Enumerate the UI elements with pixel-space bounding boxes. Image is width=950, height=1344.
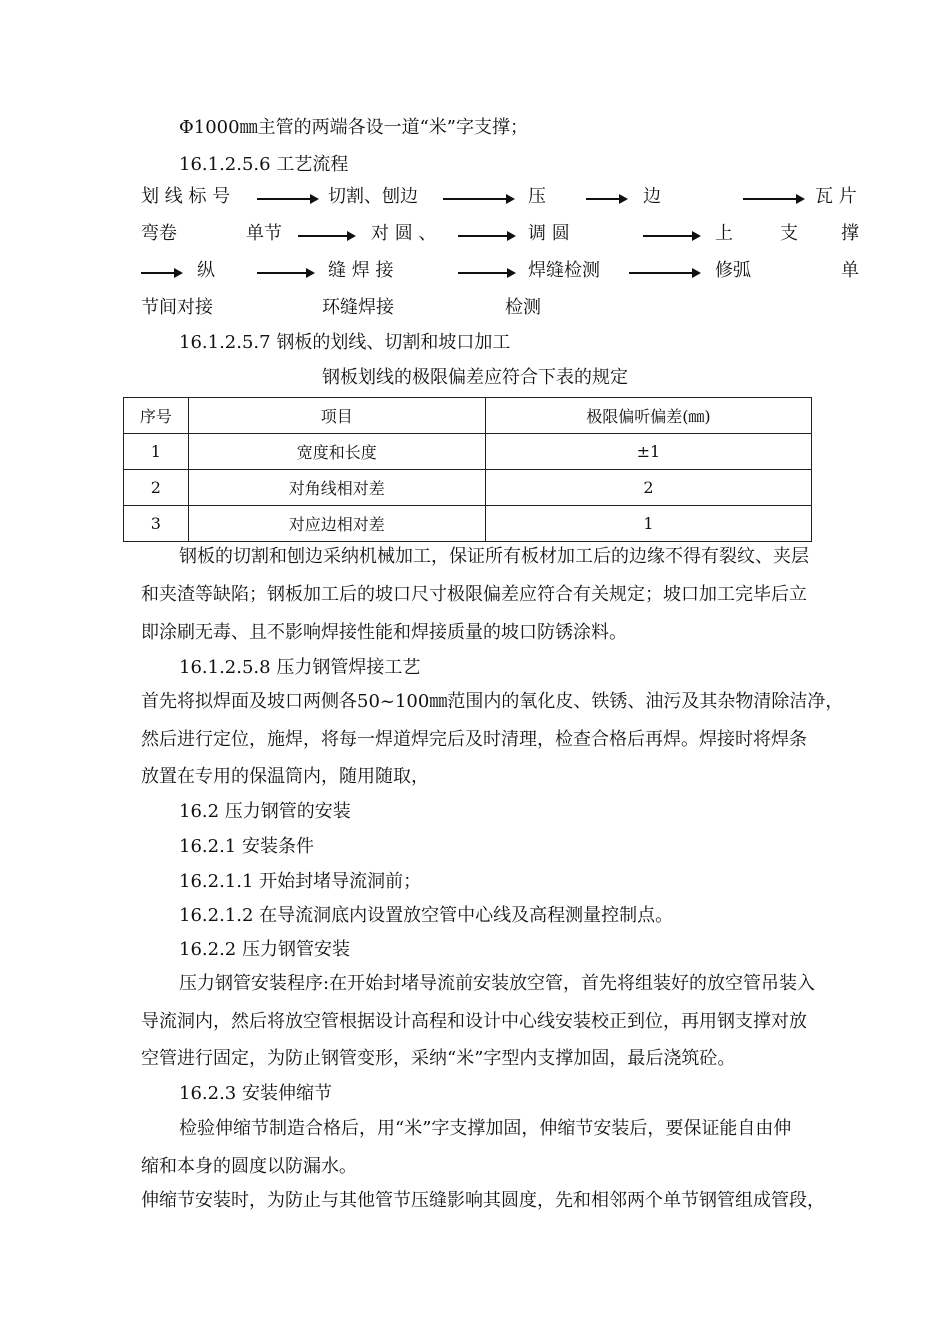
table-row [124, 470, 812, 506]
table-header: 序号 [124, 398, 189, 434]
paragraph-line: 和夹渣等缺陷；钢板加工后的坡口尺寸极限偏差应符合有关规定；坡口加工完毕后立 [141, 584, 807, 605]
arrow-icon [257, 198, 317, 200]
flow-step: 撑 [841, 223, 859, 244]
table-cell: 3 [124, 506, 189, 542]
arrow-icon [257, 272, 313, 274]
flow-step: 划 线 标 号 [141, 186, 231, 207]
section-heading: 16.2 压力钢管的安装 [179, 801, 351, 822]
flow-step: 压 [528, 186, 546, 207]
table-cell: 宽度和长度 [188, 434, 485, 470]
flow-step: 单节 [246, 223, 282, 244]
section-heading: 16.2.1 安装条件 [179, 836, 314, 857]
paragraph-line: 伸缩节安装时，为防止与其他管节压缝影响其圆度，先和相邻两个单节钢管组成管段， [141, 1190, 825, 1211]
table-row [124, 506, 812, 542]
table-header-row [124, 398, 812, 434]
table-cell: 对角线相对差 [188, 470, 485, 506]
table-cell: 2 [485, 470, 811, 506]
flow-step: 节间对接 [141, 297, 213, 318]
paragraph-line: 检验伸缩节制造合格后，用“米”字支撑加固，伸缩节安装后，要保证能自由伸 [179, 1118, 792, 1139]
tolerance-table [123, 397, 812, 542]
arrow-icon [298, 235, 354, 237]
table-cell: 1 [124, 434, 189, 470]
paragraph-line: 钢板的切割和刨边采纳机械加工，保证所有板材加工后的边缘不得有裂纹、夹层 [179, 546, 809, 567]
section-heading: 16.1.2.5.6 工艺流程 [179, 154, 349, 175]
section-heading: 16.2.3 安装伸缩节 [179, 1083, 332, 1104]
flow-step: 调 圆 [528, 223, 570, 244]
flow-step: 边 [643, 186, 661, 207]
paragraph-line: 导流洞内，然后将放空管根据设计高程和设计中心线安装校正到位，再用钢支撑对放 [141, 1011, 807, 1032]
flow-step: 支 [780, 223, 798, 244]
section-heading: 16.2.2 压力钢管安装 [179, 939, 350, 960]
paragraph-line: 16.2.1.2 在导流洞底内设置放空管中心线及高程测量控制点。 [179, 905, 674, 926]
paragraph-line: 16.2.1.1 开始封堵导流洞前； [179, 871, 422, 892]
paragraph-line: 即涂刷无毒、且不影响焊接性能和焊接质量的坡口防锈涂料。 [141, 622, 627, 643]
paragraph-line: 压力钢管安装程序:在开始封堵导流前安装放空管，首先将组装好的放空管吊装入 [179, 973, 816, 994]
flow-step: 弯卷 [141, 223, 177, 244]
flow-step: 瓦 片 [815, 186, 857, 207]
paragraph-line: 放置在专用的保温筒内，随用随取， [141, 766, 429, 787]
arrow-icon [586, 198, 626, 200]
paragraph-line: 空管进行固定，为防止钢管变形，采纳“米”字型内支撑加固，最后浇筑砼。 [141, 1048, 736, 1069]
table-row [124, 434, 812, 470]
table-caption: 钢板划线的极限偏差应符合下表的规定 [322, 367, 628, 388]
flow-step: 修弧 [715, 260, 751, 281]
section-heading: 16.1.2.5.7 钢板的划线、切割和坡口加工 [179, 332, 511, 353]
arrow-icon [643, 235, 699, 237]
table-cell: 1 [485, 506, 811, 542]
paragraph-line: 然后进行定位，施焊，将每一焊道焊完后及时清理，检查合格后再焊。焊接时将焊条 [141, 729, 807, 750]
flow-step: 单 [841, 260, 859, 281]
arrow-icon [141, 272, 181, 274]
flow-step: 检测 [505, 297, 541, 318]
table-cell: 对应边相对差 [188, 506, 485, 542]
flow-step: 切割、刨边 [328, 186, 418, 207]
flow-step: 环缝焊接 [322, 297, 394, 318]
table-header: 项目 [188, 398, 485, 434]
flow-step: 纵 [197, 260, 215, 281]
section-heading: 16.1.2.5.8 压力钢管焊接工艺 [179, 657, 421, 678]
table-cell: ±1 [485, 434, 811, 470]
text-line: Φ1000㎜主管的两端各设一道“米”字支撑； [179, 117, 528, 138]
arrow-icon [458, 235, 514, 237]
table-cell: 2 [124, 470, 189, 506]
flow-step: 对 圆 、 [371, 223, 437, 244]
arrow-icon [629, 272, 699, 274]
arrow-icon [458, 272, 514, 274]
paragraph-line: 缩和本身的圆度以防漏水。 [141, 1156, 357, 1177]
arrow-icon [743, 198, 803, 200]
flow-step: 焊缝检测 [528, 260, 600, 281]
flow-step: 缝 焊 接 [328, 260, 394, 281]
table-header: 极限偏听偏差(㎜) [485, 398, 811, 434]
arrow-icon [443, 198, 513, 200]
paragraph-line: 首先将拟焊面及坡口两侧各50~100㎜范围内的氧化皮、铁锈、油污及其杂物清除洁净， [141, 691, 844, 712]
flow-step: 上 [715, 223, 733, 244]
